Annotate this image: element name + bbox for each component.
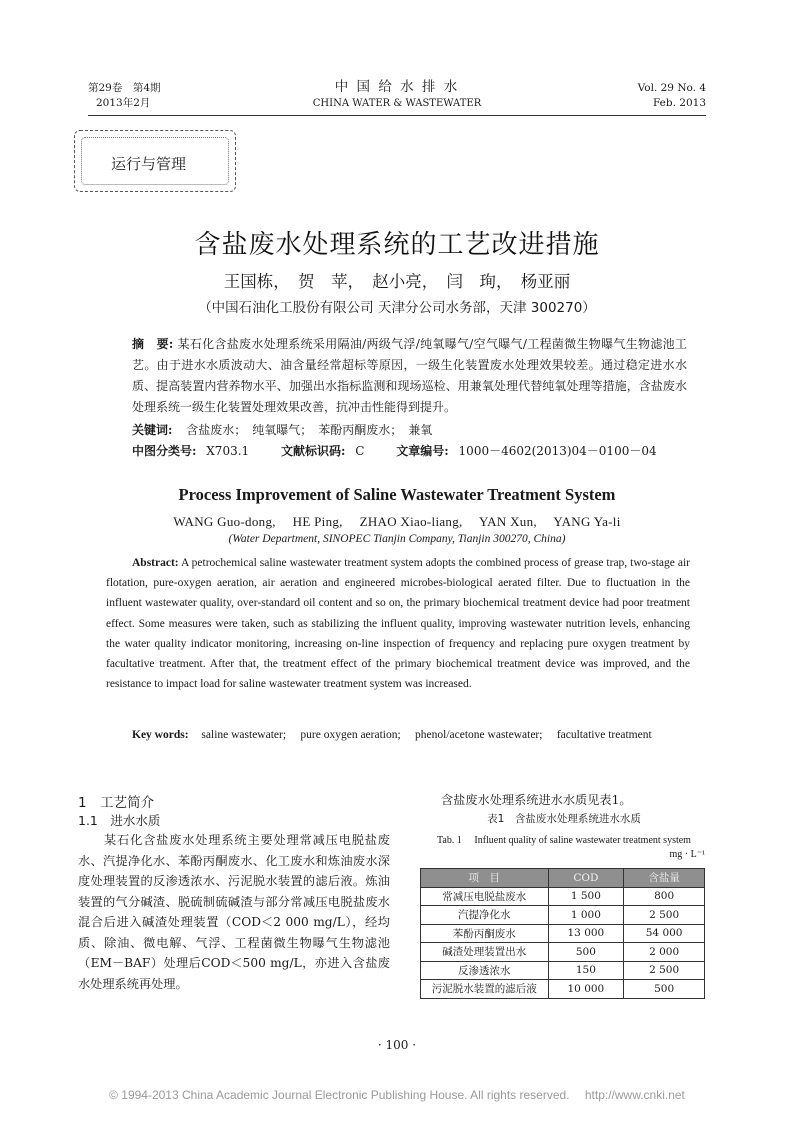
journal-name-cn: 中 国 给 水 排 水 — [334, 79, 460, 95]
volume-issue-cn: 第29卷 第4期 — [88, 82, 161, 94]
table-cell: 150 — [548, 961, 624, 980]
abstract-cn — [132, 334, 687, 418]
keywords-cn — [132, 420, 687, 441]
date-cn: 2013年2月 — [96, 97, 151, 109]
table-cell: 500 — [548, 943, 624, 962]
section-heading: 1 工艺简介 — [78, 795, 155, 811]
table-cell: 2 000 — [624, 943, 705, 962]
table-cell: 54 000 — [624, 924, 705, 943]
author-list: 王国栋， 贺 苹， 赵小亮， 闫 珣， 杨亚丽 — [223, 272, 571, 291]
journal-name-en: CHINA WATER & WASTEWATER — [312, 98, 482, 109]
english-authors: WANG Guo-dong, HE Ping, ZHAO Xiao-liang, YAN Xun, YANG Ya-li — [173, 514, 621, 529]
table-cell: 800 — [624, 887, 705, 906]
article-number-label: 文章编号: — [396, 444, 449, 458]
table-cell: 常减压电脱盐废水 — [421, 887, 549, 906]
table-cell: 500 — [624, 980, 705, 999]
article-number-value: 1000－4602(2013)04－0100－04 — [458, 444, 657, 458]
table-header-cell: 含盐量 — [624, 869, 705, 888]
table-row — [421, 980, 705, 999]
subsection-heading: 1.1 进水水质 — [78, 813, 161, 828]
table-cell: 碱渣处理装置出水 — [421, 943, 549, 962]
table-cell: 反渗透浓水 — [421, 961, 549, 980]
table-cell: 苯酚丙酮废水 — [421, 924, 549, 943]
clc-label: 中图分类号: — [132, 444, 197, 458]
keywords-label: 关键词: — [132, 423, 173, 437]
english-abstract-label: Abstract: — [132, 557, 179, 569]
table-title-cn: 表1 含盐废水处理系统进水水质 — [487, 813, 641, 825]
doc-code-label: 文献标识码: — [281, 444, 346, 458]
table-row — [421, 924, 705, 943]
english-keywords-text: saline wastewater; pure oxygen aeration; phenol/acetone wastewater; facultative treatment — [201, 729, 652, 741]
journal-volume-en — [632, 81, 706, 111]
table-row — [421, 961, 705, 980]
doc-code-value: C — [355, 444, 365, 458]
table-row — [421, 906, 705, 925]
table-intro: 含盐废水处理系统进水水质见表1。 — [441, 793, 632, 807]
table-header-cell: COD — [548, 869, 624, 888]
page-number: · 100 · — [377, 1038, 417, 1052]
table-row — [421, 887, 705, 906]
journal-name — [260, 78, 534, 111]
keywords-text: 含盐废水； 纯氧曝气； 苯酚丙酮废水； 兼氧 — [186, 423, 433, 437]
english-abstract — [106, 553, 690, 694]
english-keywords — [106, 725, 690, 745]
clc-value: X703.1 — [206, 444, 250, 458]
table-header-cell: 项 目 — [421, 869, 549, 888]
table-cell: 2 500 — [624, 961, 705, 980]
affiliation: （中国石油化工股份有限公司 天津分公司水务部，天津 300270） — [198, 300, 596, 316]
table-cell: 汽提净化水 — [421, 906, 549, 925]
table-row — [421, 943, 705, 962]
table-cell: 2 500 — [624, 906, 705, 925]
english-keywords-label: Key words: — [132, 729, 189, 741]
section-paragraph: 某石化含盐废水处理系统主要处理常减压电脱盐废水、汽提净化水、苯酚丙酮废水、化工废水和炼油废水深度处理装置的反渗透浓水、污泥脱水装置的滤后液。炼油装置的气分碱渣、脱硫制硫碱渣与部分常减压电脱盐废水混合后进入碱渣处理装置（COD＜2 000 mg/L），经均质、除油、微电解、气浮、工程菌微生物曝气生物滤池（EM－BAF）处理后COD＜500 mg/L，亦进入含盐废水处理系统再处理。 — [78, 833, 390, 991]
column-frame — [74, 130, 236, 192]
abstract-label: 摘 要: — [132, 337, 174, 351]
abstract-text: 某石化含盐废水处理系统采用隔油/两级气浮/纯氧曝气/空气曝气/工程菌微生物曝气生物滤池工艺。由于进水水质波动大、油含量经常超标等原因，一级生化装置废水处理效果较差。通过稳定进水水质、提高装置内营养物水平、加强出水指标监测和现场巡检、用兼氧处理代替纯氧处理等措施，含盐废水处理系统一级生化装置处理效果改善，抗冲击性能得到提升。 — [132, 337, 687, 414]
table-cell: 10 000 — [548, 980, 624, 999]
table-cell: 1 000 — [548, 906, 624, 925]
article-title: 含盐废水处理系统的工艺改进措施 — [194, 230, 600, 260]
classification-line — [132, 441, 687, 462]
table-cell: 污泥脱水装置的滤后液 — [421, 980, 549, 999]
table-cell: 1 500 — [548, 887, 624, 906]
volume-issue-en: Vol. 29 No. 4 — [637, 82, 706, 94]
column-label: 运行与管理 — [111, 155, 187, 173]
english-affiliation: (Water Department, SINOPEC Tianjin Company, Tianjin 300270, China) — [228, 533, 566, 545]
influent-quality-table — [420, 868, 705, 999]
english-abstract-text: A petrochemical saline wastewater treatment system adopts the combined process of grease trap, two-stage air flotation, pure-oxygen aeration, air aeration and engineered microbes-biological aerated filter. Due to fluctuation in the influent wastewater quality, over-standard oil content and so on, the primary biochemical treatment device had poor treatment effect. Some measures were taken, such as stabilizing the influent quality, improving wastewater nutrition levels, enhancing the water quality indicator monitoring, increasing on-line inspection of frequency and replacing pure oxygen treatment by facultative treatment. After that, the treatment effect of the primary biochemical treatment device was improved, and the resistance to impact load for saline wastewater treatment system was increased. — [106, 557, 690, 691]
date-en: Feb. 2013 — [652, 97, 706, 109]
english-title: Process Improvement of Saline Wastewater Treatment System — [178, 485, 616, 504]
table-unit: mg · L⁻¹ — [669, 849, 705, 860]
table-title-en: Tab. 1 Influent quality of saline wastewater treatment system — [437, 835, 691, 846]
header-rule — [88, 115, 706, 116]
journal-volume-issue — [88, 81, 161, 111]
table-cell: 13 000 — [548, 924, 624, 943]
table-header-row — [421, 869, 705, 888]
copyright-footer: © 1994-2013 China Academic Journal Electronic Publishing House. All rights reserved. http://www.cnki.net — [109, 1088, 685, 1102]
